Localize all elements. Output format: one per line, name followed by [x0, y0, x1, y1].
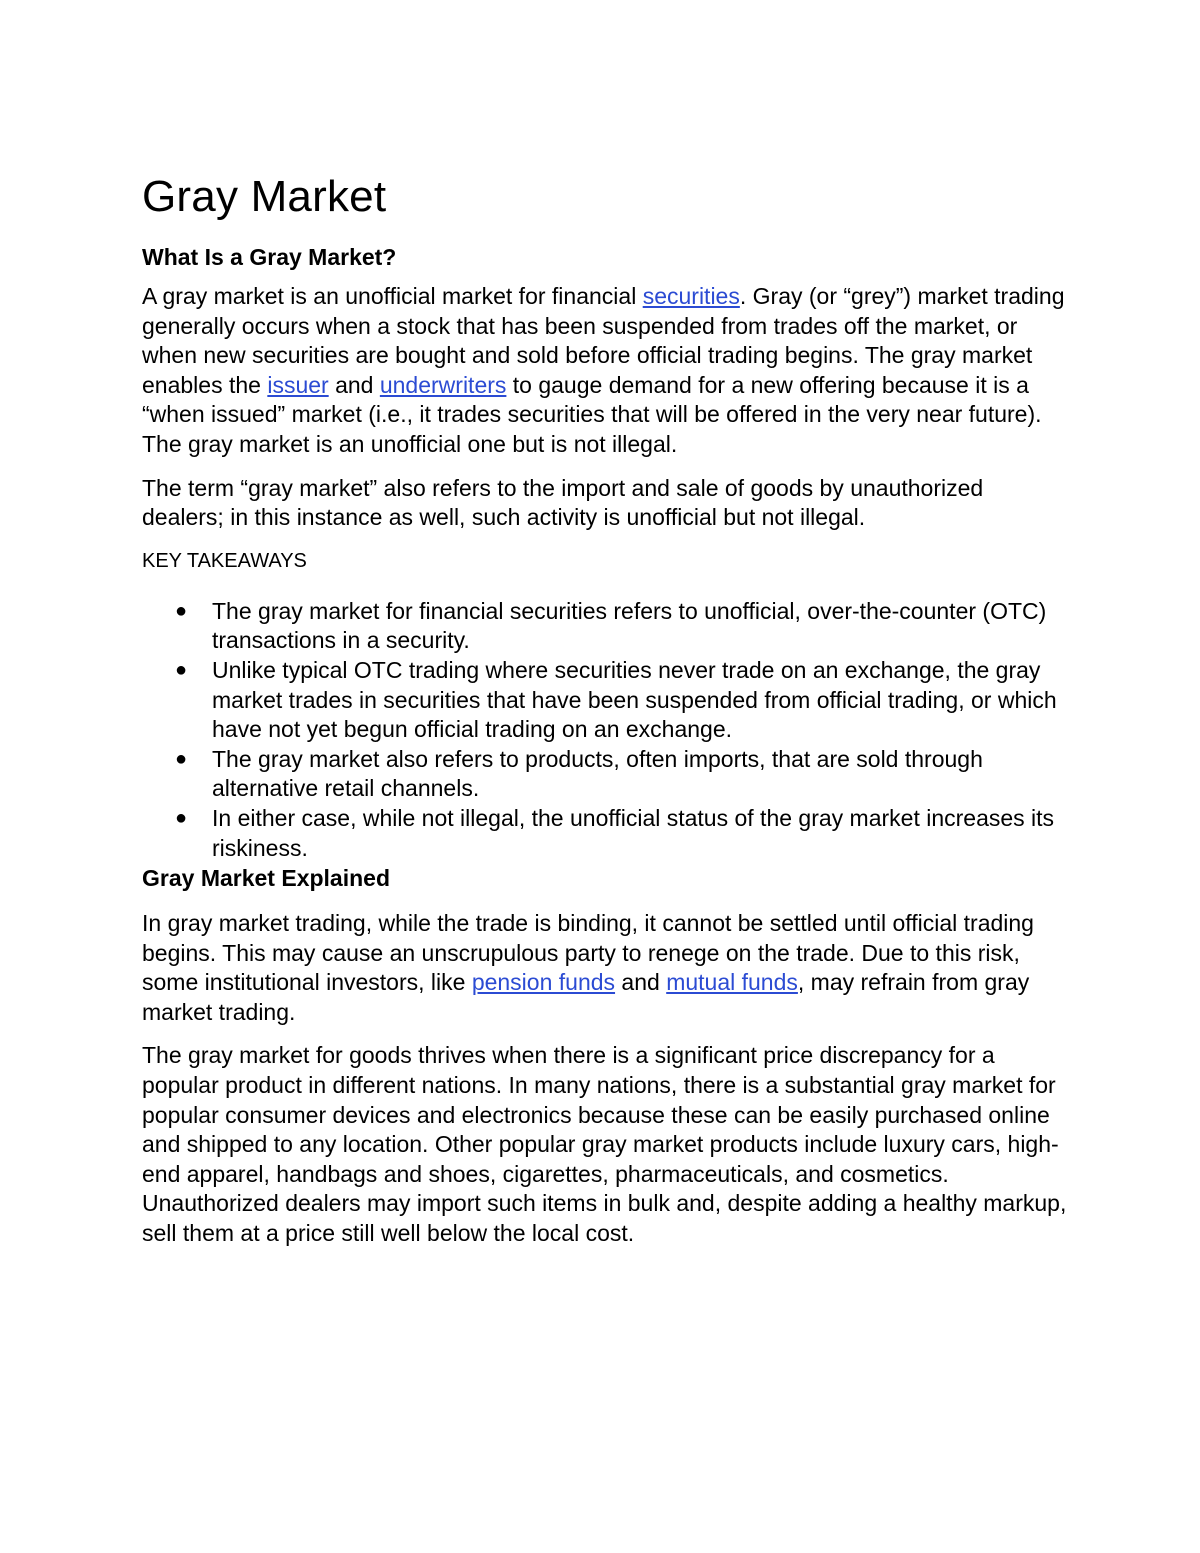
section-heading-explained: Gray Market Explained — [142, 865, 390, 892]
list-item — [175, 597, 1067, 656]
list-item-text: Unlike typical OTC trading where securities never trade on an exchange, the gray market trades in securities that have been suspended from official trading, or which have not yet begun official trading on an exchange. — [212, 656, 1057, 743]
paragraph-text: In gray market trading, while the trade is binding, it cannot be settled until official trading begins. This may cause an unscrupulous party to renege on the trade. Due to this risk, some institutional investors, like — [142, 910, 1034, 996]
paragraph-text: and — [328, 371, 380, 398]
list-item-text: In either case, while not illegal, the unofficial status of the gray market increases its riskiness. — [212, 804, 1055, 861]
paragraph-definition — [142, 282, 1067, 460]
paragraph-text: and — [615, 969, 667, 996]
page-title: Gray Market — [142, 172, 387, 221]
section-heading-what-is: What Is a Gray Market? — [142, 244, 397, 270]
list-item — [175, 804, 1067, 863]
paragraph-text: , may refrain from gray market trading. — [142, 969, 1030, 1025]
link-pension-funds[interactable]: pension funds — [471, 969, 616, 996]
list-item — [175, 745, 1067, 804]
paragraph-goods-market: The gray market for goods thrives when there is a significant price discrepancy for a popular product in different nations. In many nations, there is a substantial gray market for popular consumer devices and electronics because these can be easily purchased online and shipped to any location. Other popular gray market products include luxury cars, high-end apparel, handbags and shoes, cigarettes, pharmaceuticals, and cosmetics. Unauthorized dealers may import such items in bulk and, despite adding a healthy markup, sell them at a price still well below the local cost. — [142, 1042, 1067, 1247]
paragraph-text: A gray market is an unofficial market for financial — [142, 283, 643, 309]
bullet-icon: ● — [175, 806, 188, 829]
key-takeaways-list — [142, 597, 1067, 863]
document-page — [142, 165, 1067, 1263]
paragraph-trading-risk — [142, 909, 1067, 1027]
link-mutual-funds[interactable]: mutual funds — [666, 969, 798, 996]
paragraph-text: . Gray (or “grey”) market trading generally occurs when a stock that has been suspended from trades off the market, or when new securities are bought and sold before official trading begins. The gray market enables the — [142, 283, 1065, 398]
list-item — [175, 656, 1067, 745]
key-takeaways-label: KEY TAKEAWAYS — [142, 549, 307, 572]
list-item-text: The gray market also refers to products, often imports, that are sold through alternative retail channels. — [212, 745, 983, 802]
list-item-text: The gray market for financial securities refers to unofficial, over-the-counter (OTC) transactions in a security. — [212, 597, 1047, 654]
link-securities[interactable]: securities — [642, 283, 740, 309]
link-underwriters[interactable]: underwriters — [379, 371, 507, 398]
bullet-icon: ● — [175, 747, 188, 770]
bullet-icon: ● — [175, 599, 188, 622]
paragraph-text: to gauge demand for a new offering because it is a “when issued” market (i.e., it trades securities that will be offered in the very near future). The gray market is an unofficial one but is not illegal. — [142, 371, 1042, 457]
paragraph-goods-import: The term “gray market” also refers to the import and sale of goods by unauthorized dealers; in this instance as well, such activity is unofficial but not illegal. — [142, 474, 984, 531]
link-issuer[interactable]: issuer — [267, 371, 329, 398]
bullet-icon: ● — [175, 658, 188, 681]
